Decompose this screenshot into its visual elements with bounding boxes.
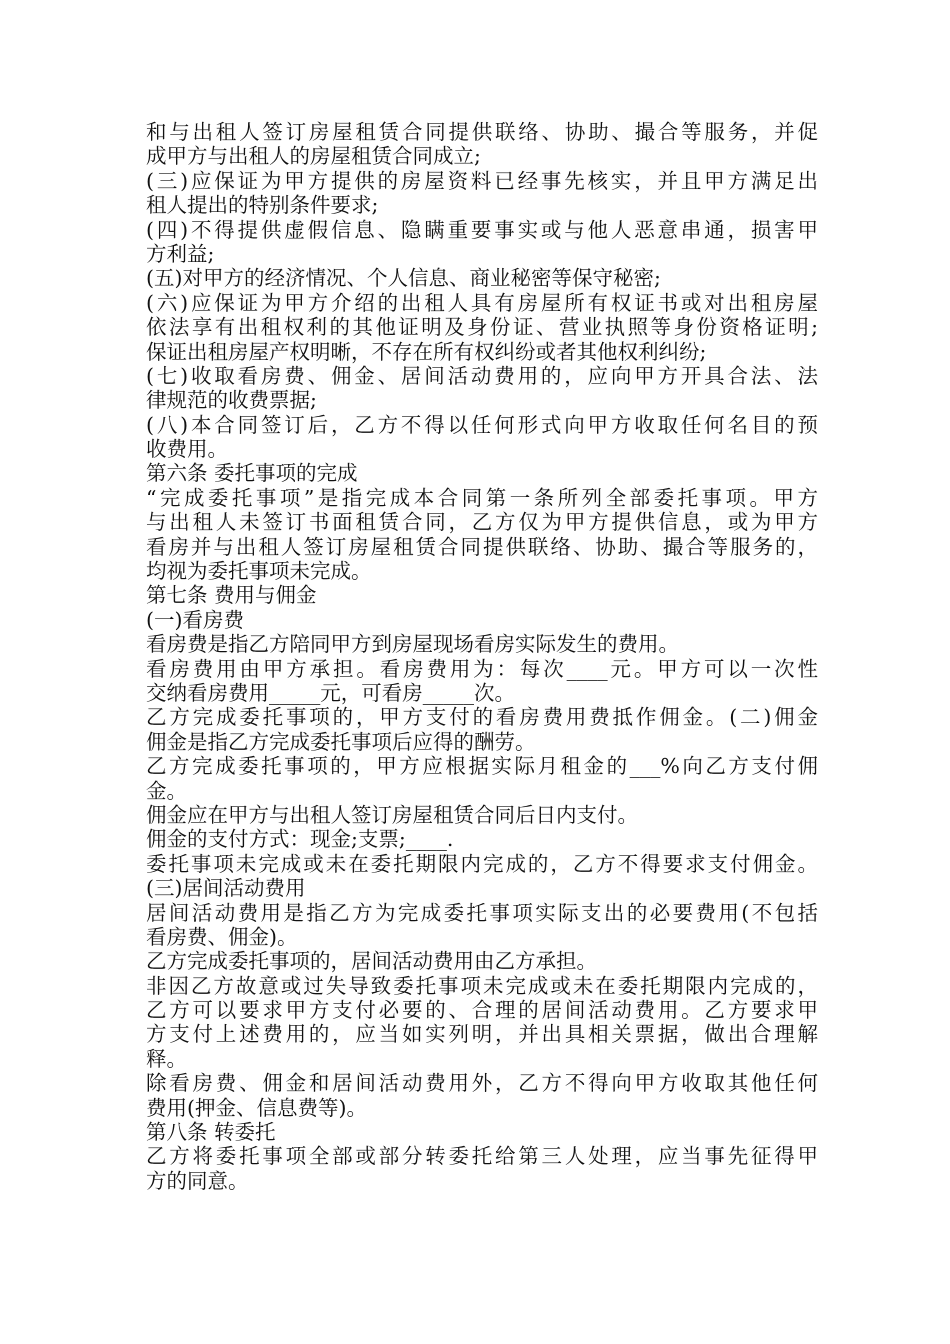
text-line: 除看房费、佣金和居间活动费用外，乙方不得向甲方收取其他任何 [146,1071,818,1096]
text-line: 佣金是指乙方完成委托事项后应得的酬劳。 [146,729,536,754]
text-line: (五)对甲方的经济情况、个人信息、商业秘密等保守秘密; [146,266,661,291]
document-body [146,120,818,1193]
text-line: 看房并与出租人签订房屋租赁合同提供联络、协助、撮合等服务的， [146,534,818,559]
text-line: 费用(押金、信息费等)。 [146,1095,367,1120]
text-line: (八)本合同签订后，乙方不得以任何形式向甲方收取任何名目的预 [146,412,818,437]
text-line: 第八条 转委托 [146,1120,276,1145]
text-line: 均视为委托事项未完成。 [146,559,372,584]
text-line: 看房费、佣金)。 [146,924,298,949]
text-line: 成甲方与出租人的房屋租赁合同成立; [146,144,481,169]
text-line: (三)居间活动费用 [146,876,306,901]
text-line: 看房费用由甲方承担。看房费用为：每次____元。甲方可以一次性 [146,656,818,681]
text-line: 依法享有出租权利的其他证明及身份证、营业执照等身份资格证明; [146,315,818,340]
text-line: 乙方可以要求甲方支付必要的、合理的居间活动费用。乙方要求甲 [146,998,818,1023]
text-line: 乙方完成委托事项的，居间活动费用由乙方承担。 [146,949,597,974]
text-line: 乙方完成委托事项的，甲方支付的看房费用费抵作佣金。(二)佣金 [146,705,818,730]
text-line: 和与出租人签订房屋租赁合同提供联络、协助、撮合等服务，并促 [146,120,818,144]
text-line: (一)看房费 [146,607,244,632]
text-line: 非因乙方故意或过失导致委托事项未完成或未在委托期限内完成的， [146,973,818,998]
text-line: 方的同意。 [146,1168,249,1193]
text-line: 居间活动费用是指乙方为完成委托事项实际支出的必要费用(不包括 [146,900,818,925]
text-line: 金。 [146,778,187,803]
text-line: (七)收取看房费、佣金、居间活动费用的，应向甲方开具合法、法 [146,363,818,388]
text-line: (四)不得提供虚假信息、隐瞒重要事实或与他人恶意串通，损害甲 [146,217,818,242]
document-text [146,120,818,1193]
text-line: 与出租人未签订书面租赁合同，乙方仅为甲方提供信息，或为甲方 [146,510,818,535]
text-line: (三)应保证为甲方提供的房屋资料已经事先核实，并且甲方满足出 [146,168,818,193]
text-line: 交纳看房费用_____元，可看房_____次。 [146,680,515,705]
text-line: 第七条 费用与佣金 [146,583,317,608]
text-line: “完成委托事项”是指完成本合同第一条所列全部委托事项。甲方 [146,485,818,510]
text-line: 收费用。 [146,437,228,462]
text-line: 方利益; [146,241,215,266]
text-line: 看房费是指乙方陪同甲方到房屋现场看房实际发生的费用。 [146,632,679,657]
text-line: 乙方完成委托事项的，甲方应根据实际月租金的___%向乙方支付佣 [146,754,818,779]
text-line: 方支付上述费用的，应当如实列明，并出具相关票据，做出合理解 [146,1022,818,1047]
text-line: 租人提出的特别条件要求; [146,193,379,218]
text-line: 佣金的支付方式：现金;支票;____. [146,827,454,852]
text-line: 委托事项未完成或未在委托期限内完成的，乙方不得要求支付佣金。 [146,851,818,876]
text-line: 第六条 委托事项的完成 [146,461,358,486]
text-line: 释。 [146,1046,187,1071]
text-line: 乙方将委托事项全部或部分转委托给第三人处理，应当事先征得甲 [146,1144,818,1169]
text-line: 佣金应在甲方与出租人签订房屋租赁合同后日内支付。 [146,802,638,827]
text-line: 保证出租房屋产权明晰，不存在所有权纠纷或者其他权利纠纷; [146,339,707,364]
text-line: (六)应保证为甲方介绍的出租人具有房屋所有权证书或对出租房屋 [146,290,818,315]
text-line: 律规范的收费票据; [146,388,317,413]
